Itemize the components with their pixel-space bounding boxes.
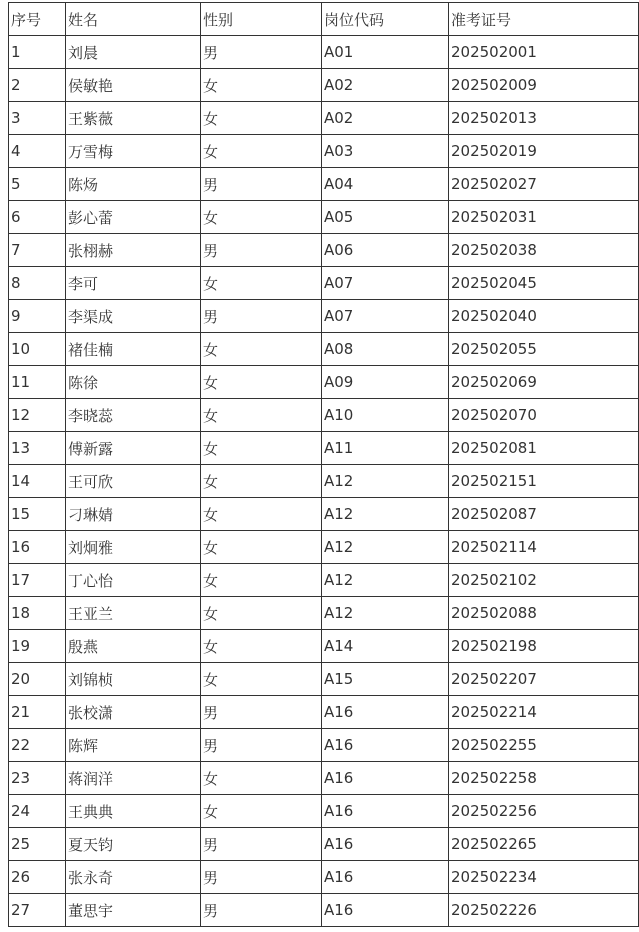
cell-post-code: A16 xyxy=(322,795,449,828)
cell-name: 王紫薇 xyxy=(66,102,201,135)
table-row xyxy=(9,597,639,630)
cell-gender: 男 xyxy=(201,729,322,762)
cell-post-code: A12 xyxy=(322,531,449,564)
table-row xyxy=(9,36,639,69)
header-exam-number: 准考证号 xyxy=(449,3,639,36)
cell-seq: 2 xyxy=(9,69,66,102)
cell-name: 张栩赫 xyxy=(66,234,201,267)
table-header xyxy=(9,3,639,36)
cell-gender: 女 xyxy=(201,531,322,564)
table-row xyxy=(9,69,639,102)
cell-post-code: A12 xyxy=(322,498,449,531)
cell-name: 万雪梅 xyxy=(66,135,201,168)
cell-seq: 18 xyxy=(9,597,66,630)
cell-exam-number: 202502102 xyxy=(449,564,639,597)
cell-exam-number: 202502027 xyxy=(449,168,639,201)
table-row xyxy=(9,465,639,498)
cell-exam-number: 202502070 xyxy=(449,399,639,432)
table-row xyxy=(9,564,639,597)
cell-exam-number: 202502256 xyxy=(449,795,639,828)
cell-name: 刘锦桢 xyxy=(66,663,201,696)
cell-gender: 女 xyxy=(201,201,322,234)
cell-post-code: A06 xyxy=(322,234,449,267)
cell-seq: 25 xyxy=(9,828,66,861)
table-row xyxy=(9,630,639,663)
cell-seq: 15 xyxy=(9,498,66,531)
cell-gender: 男 xyxy=(201,894,322,927)
cell-post-code: A01 xyxy=(322,36,449,69)
cell-post-code: A16 xyxy=(322,762,449,795)
cell-seq: 11 xyxy=(9,366,66,399)
table-row xyxy=(9,663,639,696)
cell-exam-number: 202502055 xyxy=(449,333,639,366)
cell-post-code: A07 xyxy=(322,267,449,300)
cell-gender: 女 xyxy=(201,630,322,663)
table-row xyxy=(9,762,639,795)
cell-gender: 女 xyxy=(201,762,322,795)
cell-name: 李渠成 xyxy=(66,300,201,333)
cell-post-code: A04 xyxy=(322,168,449,201)
cell-post-code: A07 xyxy=(322,300,449,333)
cell-name: 傅新露 xyxy=(66,432,201,465)
cell-seq: 17 xyxy=(9,564,66,597)
cell-seq: 16 xyxy=(9,531,66,564)
cell-seq: 14 xyxy=(9,465,66,498)
cell-name: 董思宇 xyxy=(66,894,201,927)
table-row xyxy=(9,729,639,762)
cell-seq: 23 xyxy=(9,762,66,795)
cell-name: 刁琳婧 xyxy=(66,498,201,531)
cell-post-code: A12 xyxy=(322,597,449,630)
cell-seq: 7 xyxy=(9,234,66,267)
table-row xyxy=(9,300,639,333)
table-body xyxy=(9,36,639,927)
cell-gender: 男 xyxy=(201,696,322,729)
cell-gender: 女 xyxy=(201,498,322,531)
cell-gender: 女 xyxy=(201,102,322,135)
cell-exam-number: 202502069 xyxy=(449,366,639,399)
table-row xyxy=(9,861,639,894)
cell-seq: 6 xyxy=(9,201,66,234)
cell-exam-number: 202502087 xyxy=(449,498,639,531)
cell-exam-number: 202502207 xyxy=(449,663,639,696)
header-seq: 序号 xyxy=(9,3,66,36)
cell-gender: 女 xyxy=(201,795,322,828)
cell-seq: 21 xyxy=(9,696,66,729)
cell-exam-number: 202502081 xyxy=(449,432,639,465)
cell-post-code: A11 xyxy=(322,432,449,465)
table-row xyxy=(9,498,639,531)
cell-gender: 女 xyxy=(201,333,322,366)
cell-name: 张校潇 xyxy=(66,696,201,729)
cell-post-code: A12 xyxy=(322,465,449,498)
table-row xyxy=(9,234,639,267)
cell-exam-number: 202502226 xyxy=(449,894,639,927)
cell-post-code: A03 xyxy=(322,135,449,168)
cell-seq: 24 xyxy=(9,795,66,828)
cell-gender: 男 xyxy=(201,36,322,69)
cell-post-code: A05 xyxy=(322,201,449,234)
cell-post-code: A16 xyxy=(322,828,449,861)
cell-name: 李可 xyxy=(66,267,201,300)
cell-seq: 8 xyxy=(9,267,66,300)
cell-seq: 10 xyxy=(9,333,66,366)
cell-gender: 女 xyxy=(201,597,322,630)
cell-gender: 女 xyxy=(201,564,322,597)
cell-name: 李晓蕊 xyxy=(66,399,201,432)
cell-gender: 男 xyxy=(201,234,322,267)
cell-seq: 26 xyxy=(9,861,66,894)
cell-gender: 男 xyxy=(201,828,322,861)
cell-name: 夏天钧 xyxy=(66,828,201,861)
cell-seq: 13 xyxy=(9,432,66,465)
cell-exam-number: 202502214 xyxy=(449,696,639,729)
table-row xyxy=(9,267,639,300)
table-row xyxy=(9,531,639,564)
cell-post-code: A08 xyxy=(322,333,449,366)
cell-seq: 9 xyxy=(9,300,66,333)
cell-gender: 男 xyxy=(201,168,322,201)
cell-seq: 3 xyxy=(9,102,66,135)
cell-post-code: A02 xyxy=(322,69,449,102)
cell-exam-number: 202502255 xyxy=(449,729,639,762)
table-row xyxy=(9,366,639,399)
cell-exam-number: 202502001 xyxy=(449,36,639,69)
cell-name: 刘晨 xyxy=(66,36,201,69)
cell-exam-number: 202502031 xyxy=(449,201,639,234)
header-row xyxy=(9,3,639,36)
cell-post-code: A02 xyxy=(322,102,449,135)
cell-gender: 女 xyxy=(201,69,322,102)
cell-seq: 1 xyxy=(9,36,66,69)
cell-post-code: A16 xyxy=(322,894,449,927)
cell-post-code: A12 xyxy=(322,564,449,597)
cell-name: 王典典 xyxy=(66,795,201,828)
header-gender: 性别 xyxy=(201,3,322,36)
header-name: 姓名 xyxy=(66,3,201,36)
cell-name: 陈徐 xyxy=(66,366,201,399)
cell-gender: 男 xyxy=(201,300,322,333)
cell-name: 王可欣 xyxy=(66,465,201,498)
cell-exam-number: 202502151 xyxy=(449,465,639,498)
table-row xyxy=(9,795,639,828)
table-row xyxy=(9,102,639,135)
table-row xyxy=(9,696,639,729)
cell-exam-number: 202502114 xyxy=(449,531,639,564)
table-row xyxy=(9,432,639,465)
cell-post-code: A14 xyxy=(322,630,449,663)
cell-name: 殷燕 xyxy=(66,630,201,663)
cell-post-code: A09 xyxy=(322,366,449,399)
cell-name: 侯敏艳 xyxy=(66,69,201,102)
table-row xyxy=(9,399,639,432)
cell-exam-number: 202502009 xyxy=(449,69,639,102)
cell-exam-number: 202502258 xyxy=(449,762,639,795)
cell-gender: 女 xyxy=(201,465,322,498)
cell-gender: 女 xyxy=(201,366,322,399)
cell-exam-number: 202502045 xyxy=(449,267,639,300)
cell-seq: 22 xyxy=(9,729,66,762)
cell-exam-number: 202502088 xyxy=(449,597,639,630)
cell-seq: 5 xyxy=(9,168,66,201)
table-row xyxy=(9,828,639,861)
cell-gender: 女 xyxy=(201,135,322,168)
cell-post-code: A16 xyxy=(322,861,449,894)
cell-seq: 27 xyxy=(9,894,66,927)
cell-exam-number: 202502013 xyxy=(449,102,639,135)
cell-exam-number: 202502040 xyxy=(449,300,639,333)
cell-post-code: A15 xyxy=(322,663,449,696)
cell-name: 陈炀 xyxy=(66,168,201,201)
table-row xyxy=(9,135,639,168)
cell-name: 蒋润洋 xyxy=(66,762,201,795)
cell-name: 张永奇 xyxy=(66,861,201,894)
cell-name: 彭心蕾 xyxy=(66,201,201,234)
cell-post-code: A16 xyxy=(322,729,449,762)
cell-name: 刘炯雅 xyxy=(66,531,201,564)
table-row xyxy=(9,333,639,366)
table-row xyxy=(9,201,639,234)
cell-post-code: A16 xyxy=(322,696,449,729)
cell-name: 王亚兰 xyxy=(66,597,201,630)
cell-gender: 男 xyxy=(201,861,322,894)
cell-gender: 女 xyxy=(201,399,322,432)
cell-seq: 20 xyxy=(9,663,66,696)
cell-name: 褚佳楠 xyxy=(66,333,201,366)
cell-seq: 19 xyxy=(9,630,66,663)
cell-name: 丁心怡 xyxy=(66,564,201,597)
cell-post-code: A10 xyxy=(322,399,449,432)
cell-exam-number: 202502038 xyxy=(449,234,639,267)
cell-exam-number: 202502234 xyxy=(449,861,639,894)
table-row xyxy=(9,894,639,927)
cell-gender: 女 xyxy=(201,267,322,300)
cell-seq: 12 xyxy=(9,399,66,432)
cell-gender: 女 xyxy=(201,432,322,465)
candidate-table-container xyxy=(8,2,638,927)
cell-exam-number: 202502019 xyxy=(449,135,639,168)
cell-gender: 女 xyxy=(201,663,322,696)
cell-exam-number: 202502198 xyxy=(449,630,639,663)
table-row xyxy=(9,168,639,201)
cell-name: 陈辉 xyxy=(66,729,201,762)
cell-seq: 4 xyxy=(9,135,66,168)
header-post-code: 岗位代码 xyxy=(322,3,449,36)
cell-exam-number: 202502265 xyxy=(449,828,639,861)
candidate-table xyxy=(8,2,639,927)
